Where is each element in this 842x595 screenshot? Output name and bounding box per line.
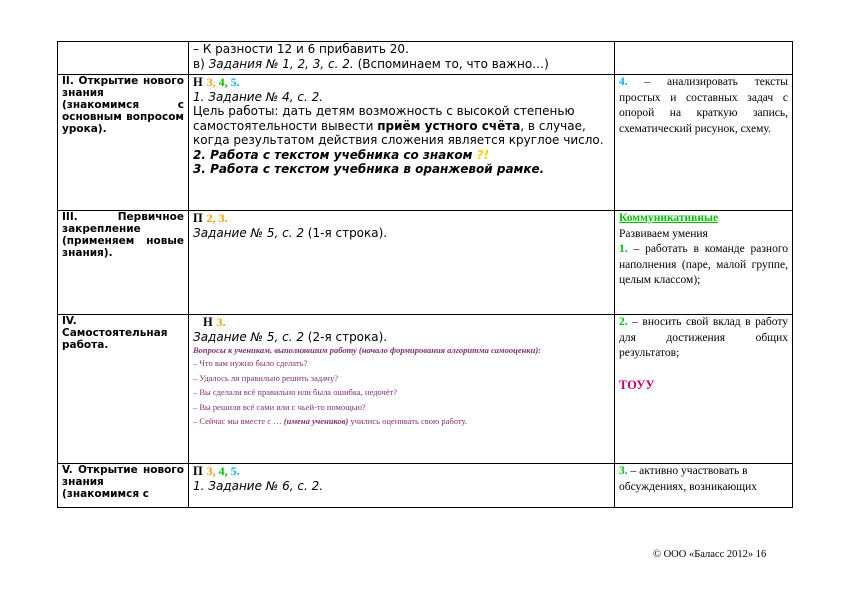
content-cell	[189, 464, 615, 508]
letter-line: Н 3.	[203, 315, 226, 329]
page-footer: © ООО «Баласс 2012» 16	[653, 549, 767, 560]
content-cell	[189, 42, 615, 75]
uud-cell: Коммуникативные Развиваем умения 1. – работать в команде разного наполнения (паре, малой группе, целым классом);	[615, 211, 793, 315]
uud-tag: ТОУУ	[619, 377, 655, 392]
stage-cell: II. Открытие нового знания (знакомимся с основным вопросом урока).	[58, 75, 189, 211]
work-line: 2. Работа с текстом учебника со знаком ?!	[193, 147, 490, 162]
stage-cell: III. Первичное закрепление (применяем новые знания).	[58, 211, 189, 315]
stage-cell: V. Открытие нового знания (знакомимся с	[58, 464, 189, 508]
table-row	[58, 211, 793, 315]
stage-cell: IV. Самостоятельная работа.	[58, 315, 189, 464]
questions-heading: Вопросы к ученикам, выполнявшим работу (начало формирования алгоритма самооценки):	[193, 345, 542, 355]
task-line: 1. Задание № 6, с. 2.	[193, 478, 324, 493]
uud-cell: 2. – вносить свой вклад в работу для достижения общих результатов; ТОУУ	[615, 315, 793, 464]
question-item: – Вы решили всё сами или с чьей-то помощью?	[193, 401, 366, 412]
uud-category: Коммуникативные	[619, 212, 719, 224]
table-row	[58, 315, 793, 464]
letter-line: П 3, 4, 5.	[193, 464, 240, 478]
letter-line: П 2, 3.	[193, 211, 228, 225]
uud-cell	[615, 42, 793, 75]
task-line: 1. Задание № 4, с. 2.	[193, 89, 324, 104]
question-item: – Что вам нужно было сделать?	[193, 358, 308, 368]
content-cell	[189, 75, 615, 211]
uud-cell: 3. – активно участвовать в обсуждениях, возникающих	[615, 464, 793, 508]
content-cell	[189, 211, 615, 315]
method-letter: П	[193, 464, 203, 478]
uud-cell: 4. – анализировать тексты простых и составных задач с опорой на краткую запись, схематический рисунок, схему.	[615, 75, 793, 211]
method-letter: Н	[193, 75, 203, 89]
task-line: – К разности 12 и 6 прибавить 20.	[193, 42, 409, 56]
table-row	[58, 464, 793, 508]
task-line: Задание № 5, с. 2 (2-я строка).	[193, 329, 388, 344]
table-row	[58, 75, 793, 211]
lesson-table	[57, 41, 793, 508]
method-letter: П	[193, 211, 203, 225]
table-row	[58, 42, 793, 75]
letter-line: Н 3, 4, 5.	[193, 75, 240, 89]
content-cell	[189, 315, 615, 464]
stage-cell	[58, 42, 189, 75]
question-item: – Сейчас мы вместе с … (имена учеников) учились оценивать свою работу.	[193, 416, 468, 426]
question-item: – Вы сделали всё правильно или была ошибка, недочёт?	[193, 387, 397, 397]
task-line: Задание № 5, с. 2 (1-я строка).	[193, 225, 388, 240]
uud-subtitle: Развиваем умения	[619, 227, 708, 240]
method-letter: Н	[203, 315, 213, 329]
task-line: в) Задания № 1, 2, 3, с. 2. (Вспоминаем то, что важно…)	[193, 56, 549, 71]
work-line: 3. Работа с текстом учебника в оранжевой рамке.	[193, 162, 545, 176]
question-item: – Удалось ли правильно решить задачу?	[193, 372, 338, 383]
goal-text: Цель работы: дать детям возможность с высокой степенью самостоятельности вывести приём устного счёта, в случае, когда результатом действия сложения является круглое число.	[193, 104, 604, 147]
